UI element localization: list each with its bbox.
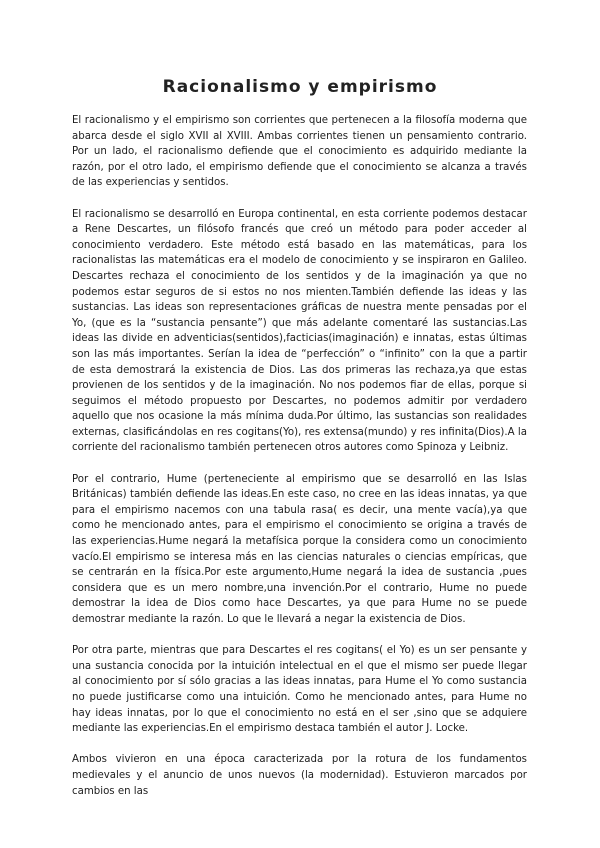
paragraph-intro: El racionalismo y el empirismo son corrientes que pertenecen a la filosofía moderna que abarca desde el siglo XVII al XVIII. Ambas corrientes tienen un pensamiento contrario. Por un lado, el racionalismo defiende que el conocimiento es adquirido mediante la razón, por el otro lado, el empirismo defiende que el conocimiento se alcanza a través de las experiencias y sentidos. [72, 115, 527, 189]
paragraph-epoca: Ambos vivieron en una época caracterizada por la rotura de los fundamentos medievales y el anuncio de unos nuevos (la modernidad). Estuvieron marcados por cambios en las [72, 754, 527, 797]
document-body [72, 113, 527, 815]
paragraph-racionalismo: El racionalismo se desarrolló en Europa continental, en esta corriente podemos destacar a Rene Descartes, un filósofo francés que creó un método para poder acceder al conocimiento verdadero. Este método está basado en las matemáticas, para los racionalistas las matemáticas era el modelo de conocimiento y se inspiraron en Galileo. Descartes rechaza el conocimiento de los sentidos y de la imaginación ya que no podemos estar seguros de si estos no nos mienten.También defiende las ideas y las sustancias. Las ideas son representaciones gráficas de nuestra mente pensadas por el Yo, (que es la “sustancia pensante”) que más adelante comentaré las sustancias.Las ideas las divide en adventicias(sentidos),facticias(imaginación) e innatas, estas últimas son las más importantes. Serían la idea de “perfección” o “infinito” con la que a partir de esta demostrará la existencia de Dios. Las dos primeras las rechaza,ya que estas provienen de los sentidos y de la imaginación. No nos podemos fiar de ellas, porque si seguimos el método propuesto por Descartes, no podemos admitir por verdadero aquello que nos ocasione la más mínima duda.Por último, las sustancias son realidades externas, clasificándolas en res cogitans(Yo), res extensa(mundo) y res infinita(Dios).A la corriente del racionalismo también pertenecen otros autores como Spinoza y Leibniz. [72, 208, 527, 454]
document-title: Racionalismo y empirismo [162, 77, 438, 97]
paragraph-yo: Por otra parte, mientras que para Descartes el res cogitans( el Yo) es un ser pensante y una sustancia conocida por la intuición intelectual en el que el mismo ser puede llegar al conocimiento por sí sólo gracias a las ideas innatas, para Hume el Yo como sustancia no puede justificarse como una intuición. Como he mencionado antes, para Hume no hay ideas innatas, por lo que el conocimiento no está en el ser ,sino que se adquiere mediante las experiencias.En el empirismo destaca también el autor J. Locke. [72, 645, 527, 735]
paragraph-hume: Por el contrario, Hume (perteneciente al empirismo que se desarrolló en las Islas Británicas) también defiende las ideas.En este caso, no cree en las ideas innatas, ya que para el empirismo nacemos con una tabula rasa( es decir, una mente vacía),ya que como he mencionado antes, para el empirismo el conocimiento se origina a través de las experiencias.Hume negará la metafísica porque la considera como un conocimiento vacío.El empirismo se interesa más en las ciencias naturales o ciencias empíricas, que se centrarán en la física.Por este argumento,Hume negará la idea de sustancia ,pues considera que es un mero nombre,una invención.Por el contrario, Hume no puede demostrar la idea de Dios como hace Descartes, ya que para Hume no se puede demostrar mediante la razón. Lo que le llevará a negar la existencia de Dios. [72, 473, 527, 625]
